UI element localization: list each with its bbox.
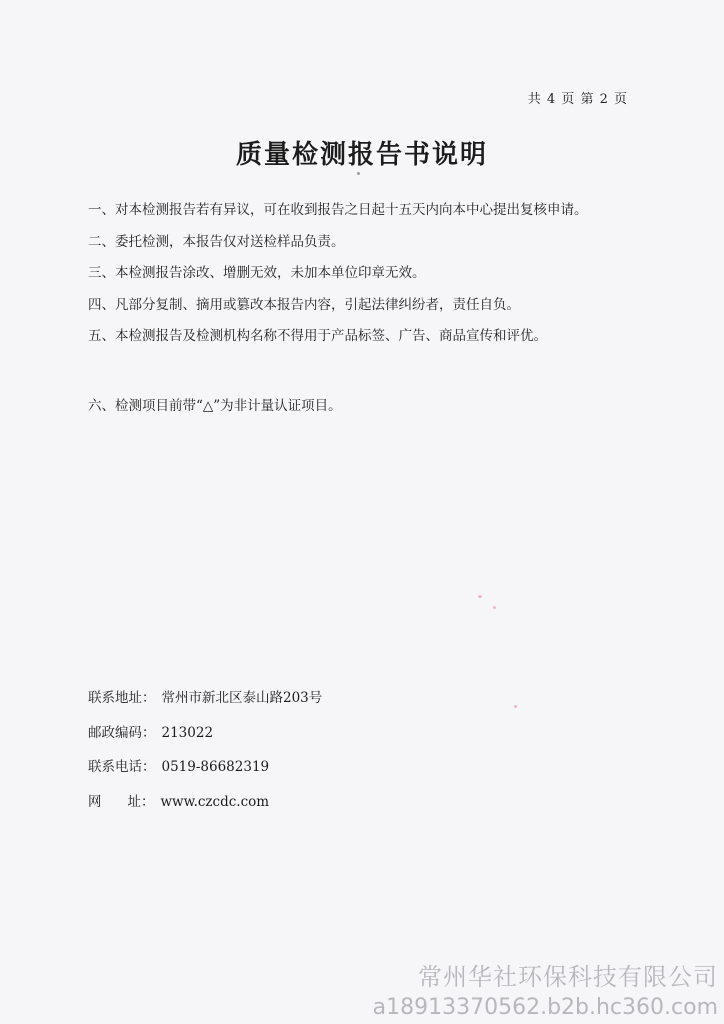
website-label — [88, 792, 155, 812]
website-label-first-char: 网 — [88, 793, 102, 810]
scan-speck — [357, 172, 360, 175]
scan-speck — [493, 606, 496, 609]
address-label: 联系地址： — [88, 690, 156, 706]
watermark-url: a18913370562.b2b.hc360.com — [372, 995, 718, 1020]
note-item: 三、本检测报告涂改、增删无效，未加本单位印章无效。 — [88, 265, 426, 281]
contact-address-row — [88, 688, 322, 708]
phone-value: 0519-86682319 — [161, 759, 270, 775]
note-item: 二、委托检测，本报告仅对送检样品负责。 — [88, 233, 345, 250]
note-item-extra: 六、检测项目前带“△”为非计量认证项目。 — [88, 398, 342, 414]
website-label-rest: 址： — [127, 793, 155, 810]
scan-speck — [478, 595, 482, 598]
contact-block — [88, 688, 322, 826]
postcode-label: 邮政编码： — [88, 724, 156, 741]
address-value: 常州市新北区泰山路203号 — [161, 690, 323, 706]
website-value: www.czcdc.com — [160, 793, 270, 810]
watermark-company: 常州华社环保科技有限公司 — [418, 963, 718, 991]
note-item: 五、本检测报告及检测机构名称不得用于产品标签、广告、商品宣传和评优。 — [88, 328, 547, 344]
note-item: 四、凡部分复制、摘用或篡改本报告内容，引起法律纠纷者，责任自负。 — [88, 296, 520, 313]
notes-list — [88, 200, 648, 358]
scan-speck — [514, 705, 517, 708]
document-title: 质量检测报告书说明 — [235, 140, 488, 170]
phone-label: 联系电话： — [88, 759, 156, 775]
contact-postcode-row — [88, 723, 322, 743]
note-item: 一、对本检测报告若有异议，可在收到报告之日起十五天内向本中心提出复核申请。 — [88, 202, 588, 218]
contact-phone-row — [88, 757, 322, 777]
page-number: 共 4 页 第 2 页 — [527, 92, 628, 107]
postcode-value: 213022 — [161, 724, 214, 741]
contact-website-row — [88, 792, 322, 812]
